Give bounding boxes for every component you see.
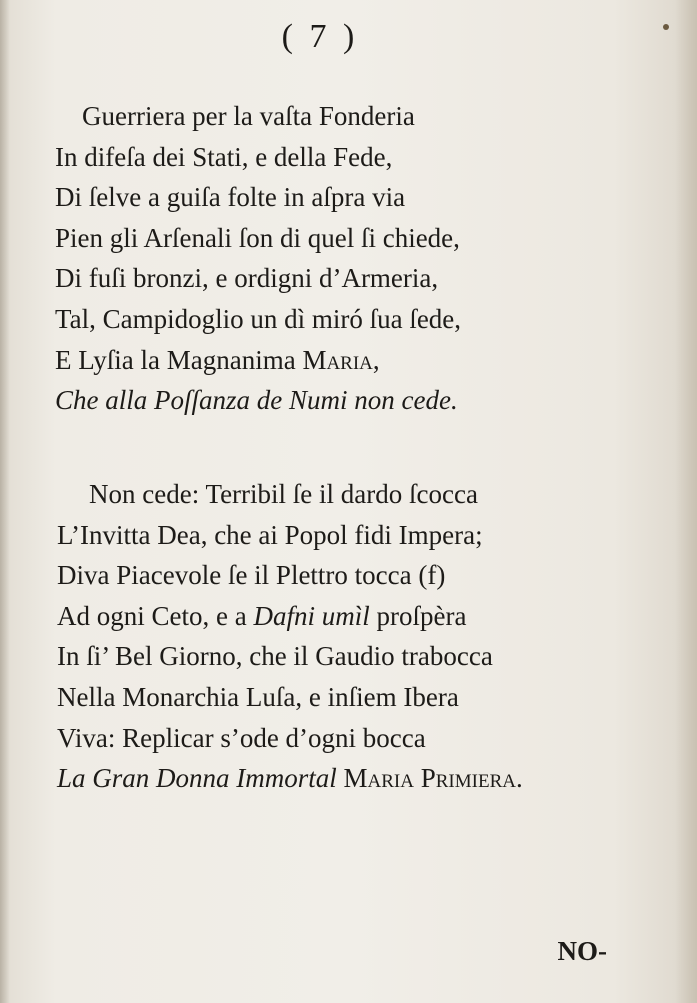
ink-spot xyxy=(663,24,669,30)
verse-line xyxy=(0,596,697,637)
verse-italic-text: Dafni umìl xyxy=(253,600,370,631)
verse-line: Tal, Campidoglio un dì miró ſua ſede, xyxy=(55,303,462,334)
verse-line: Non cede: Terribil ſe il dardo ſcocca xyxy=(89,479,478,509)
verse-line: In difeſa dei Stati, e della Fede, xyxy=(55,141,393,172)
verse-text: proſpèra xyxy=(369,600,467,631)
verse-punct: , xyxy=(372,344,380,375)
verse-line: Nella Monarchia Luſa, e inſiem Ibera xyxy=(57,681,459,712)
verse-line xyxy=(0,340,697,381)
stanza-1 xyxy=(0,96,697,421)
verse-line: Viva: Replicar s’ode d’ogni bocca xyxy=(57,722,426,753)
verse-line: Di fuſi bronzi, e ordigni d’Armeria, xyxy=(55,263,439,294)
verse-line: Guerriera per la vaſta Fonderia xyxy=(82,101,415,131)
verse-line: In ſi’ Bel Giorno, che il Gaudio trabocca xyxy=(57,641,493,672)
verse-text: Ad ogni Ceto, e a xyxy=(57,600,254,631)
verse-line: Di ſelve a guiſa folte in aſpra via xyxy=(55,182,406,213)
verse-line: Pien gli Arſenali ſon di quel ſi chiede, xyxy=(55,222,460,253)
verse-italic-text: La Gran Donna Immortal xyxy=(57,763,344,794)
verse-line: L’Invitta Dea, che ai Popol fidi Impera; xyxy=(57,519,483,550)
name-maria: Maria xyxy=(302,344,373,375)
verse-line-italic: Che alla Poſſanza de Numi non cede. xyxy=(55,385,458,416)
verse-line: Diva Piacevole ſe il Plettro tocca (f) xyxy=(57,560,446,591)
stanza-2 xyxy=(0,474,697,799)
name-maria-primiera: Maria Primiera. xyxy=(343,763,523,794)
verse-text: E Lyſia la Magnanima xyxy=(55,344,303,375)
catchword: NO- xyxy=(557,936,607,966)
page-number: ( 7 ) xyxy=(281,18,359,55)
verse-line xyxy=(0,758,697,799)
